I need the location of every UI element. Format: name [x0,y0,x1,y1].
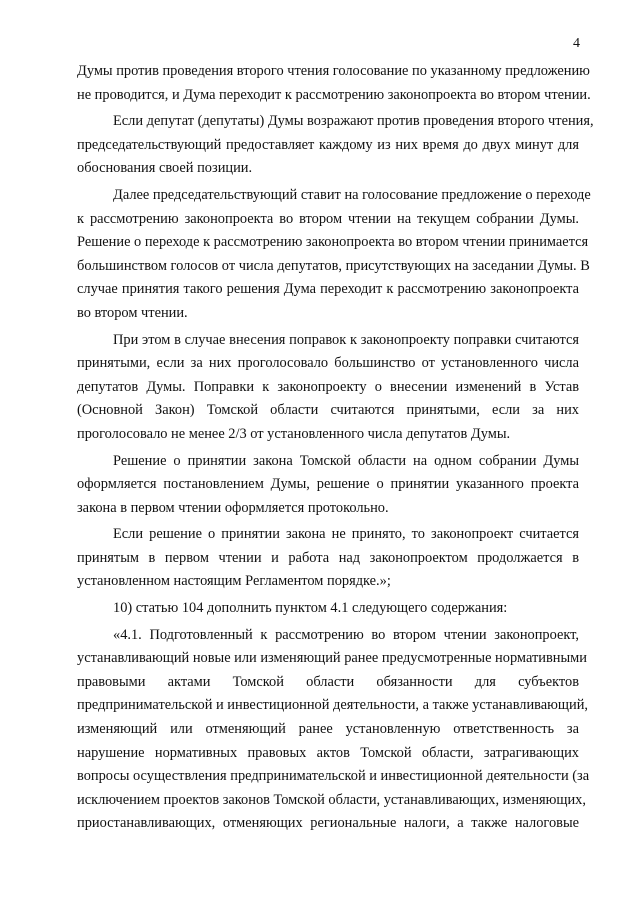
text-line: председательствующий предоставляет каждому из них время до двух минут для [77,136,579,153]
text-line: нарушение нормативных правовых актов Томской области, затрагивающих [77,744,579,761]
text-line: правовыми актами Томской области обязанности для субъектов [77,673,579,690]
paragraph [77,184,591,326]
text-line: предпринимательской и инвестиционной деятельности, а также устанавливающий, [77,697,589,714]
text-line: проголосовало не менее 2/3 от установленного числа депутатов Думы. [77,425,511,442]
text-line: во втором чтении. [77,304,188,321]
text-line: Думы против проведения второго чтения голосование по указанному предложению [77,63,590,79]
paragraph [77,110,594,181]
text-line: принятым в первом чтении и работа над законопроектом продолжается в [77,549,579,566]
text-line: закона в первом чтении оформляется протокольно. [77,499,389,516]
text-line: оформляется постановлением Думы, решение о принятии указанного проекта [77,476,579,493]
text-line: (Основной Закон) Томской области считаются принятыми, если за них [77,402,579,419]
text-line: Далее председательствующий ставит на голосование предложение о переходе [113,186,591,203]
paragraph [77,523,579,594]
text-line: вопросы осуществления предпринимательской и инвестиционной деятельности (за [77,768,590,785]
text-line: большинством голосов от числа депутатов, присутствующих на заседании Думы. В [77,257,590,274]
text-line: При этом в случае внесения поправок к законопроекту поправки считаются [113,331,579,348]
text-line: случае принятия такого решения Дума переходит к рассмотрению законопроекта [77,281,579,298]
text-line: устанавливающий новые или изменяющий ранее предусмотренные нормативными [77,650,587,667]
paragraph [77,597,579,621]
text-line: Решение о переходе к рассмотрению законопроекта во втором чтении принимается [77,234,589,251]
text-line: обоснования своей позиции. [77,160,253,177]
text-line: Решение о принятии закона Томской области на одном собрании Думы [113,452,579,469]
paragraph [77,329,579,447]
text-line: изменяющий или отменяющий ранее установленную ответственность за [77,721,579,738]
paragraph [77,60,591,107]
text-line: к рассмотрению законопроекта во втором чтении на текущем собрании Думы. [77,210,579,227]
text-line: не проводится, и Дума переходит к рассмотрению законопроекта во втором чтении. [77,86,591,103]
page-number: 4 [573,36,580,51]
document-body [77,60,594,836]
paragraph [77,624,590,836]
text-line: исключением проектов законов Томской области, устанавливающих, изменяющих, [77,791,586,808]
text-line: Если депутат (депутаты) Думы возражают против проведения второго чтения, [113,113,594,130]
text-line: установленном настоящим Регламентом порядке.»; [77,573,391,590]
text-line: «4.1. Подготовленный к рассмотрению во втором чтении законопроект, [113,626,579,643]
text-line: приостанавливающих, отменяющих региональные налоги, а также налоговые [77,815,579,832]
text-line: 10) статью 104 дополнить пунктом 4.1 следующего содержания: [113,600,508,617]
text-line: принятыми, если за них проголосовало большинство от установленного числа [77,355,579,372]
text-line: депутатов Думы. Поправки к законопроекту о внесении изменений в Устав [77,378,579,395]
text-line: Если решение о принятии закона не принято, то законопроект считается [113,526,579,543]
paragraph [77,450,579,521]
